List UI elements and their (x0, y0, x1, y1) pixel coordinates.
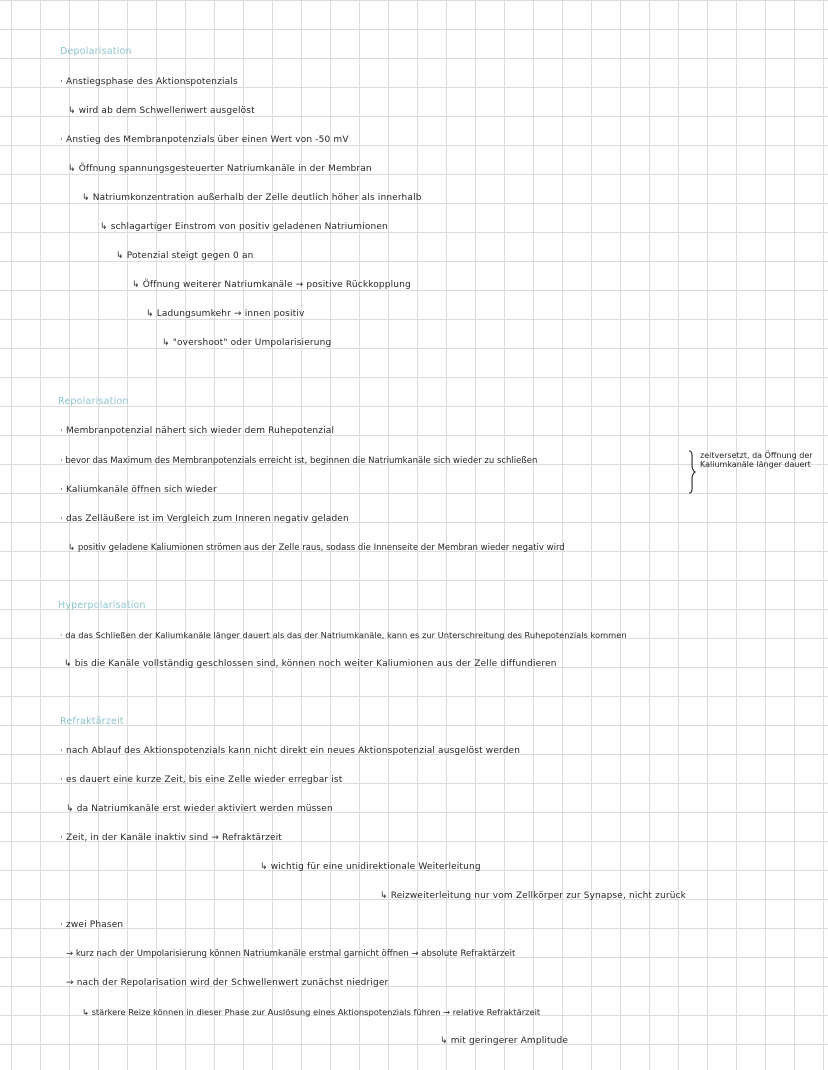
note-line: · nach Ablauf des Aktionspotenzials kann nicht direkt ein neues Aktionspotenzial ausgelöst werden (60, 746, 521, 756)
note-line: · das Zelläußere ist im Vergleich zum Inneren negativ geladen (60, 514, 349, 524)
note-line: ↳ Ladungsumkehr → innen positiv (146, 309, 305, 319)
note-line: · da das Schließen der Kaliumkanäle länger dauert als das der Natriumkanäle, kann es zur Unterschreitung des Ruhepotenzials kommen (60, 630, 627, 640)
note-line: ↳ schlagartiger Einstrom von positiv geladenen Natriumionen (100, 222, 388, 232)
note-line: ↳ Natriumkonzentration außerhalb der Zelle deutlich höher als innerhalb (82, 193, 422, 203)
note-line: → kurz nach der Umpolarisierung können Natriumkanäle erstmal garnicht öffnen → absolute Refraktärzeit (66, 949, 516, 959)
note-line: ↳ Öffnung spannungsgesteuerter Natriumkanäle in der Membran (68, 164, 372, 174)
note-line: ↳ "overshoot" oder Umpolarisierung (162, 338, 332, 348)
section-heading-refraktaerzeit: Refraktärzeit (60, 716, 124, 727)
note-line: · Membranpotenzial nähert sich wieder dem Ruhepotenzial (60, 426, 335, 436)
note-line: · bevor das Maximum des Membranpotenzials erreicht ist, beginnen die Natriumkanäle sich wieder zu schließen (60, 456, 538, 466)
note-line: · Anstieg des Membranpotenzials über einen Wert von -50 mV (60, 135, 349, 145)
side-note: zeitversetzt, da Öffnung der Kaliumkanäle länger dauert (700, 451, 813, 469)
note-line: → nach der Repolarisation wird der Schwellenwert zunächst niedriger (66, 978, 389, 988)
note-line: ↳ Potenzial steigt gegen 0 an (116, 251, 254, 261)
section-heading-hyperpolarisation: Hyperpolarisation (58, 600, 146, 611)
note-line: ↳ da Natriumkanäle erst wieder aktiviert werden müssen (66, 804, 333, 814)
note-line: ↳ stärkere Reize können in dieser Phase zur Auslösung eines Aktionspotenzials führen → relative Refraktärzeit (82, 1007, 541, 1017)
note-line: · es dauert eine kurze Zeit, bis eine Zelle wieder erregbar ist (60, 775, 343, 785)
note-line: ↳ mit geringerer Amplitude (440, 1036, 569, 1046)
note-line: · zwei Phasen (60, 920, 124, 930)
note-line: ↳ Reizweiterleitung nur vom Zellkörper zur Synapse, nicht zurück (380, 891, 687, 901)
curly-brace-icon (688, 450, 696, 494)
note-line: ↳ positiv geladene Kaliumionen strömen aus der Zelle raus, sodass die Innenseite der Membran wieder negativ wird (68, 543, 565, 553)
note-line: ↳ wichtig für eine unidirektionale Weiterleitung (260, 862, 481, 872)
note-line: ↳ wird ab dem Schwellenwert ausgelöst (68, 106, 255, 116)
note-line: · Anstiegsphase des Aktionspotenzials (60, 77, 238, 87)
section-heading-depolarisation: Depolarisation (60, 46, 132, 57)
note-line: ↳ bis die Kanäle vollständig geschlossen sind, können noch weiter Kaliumionen aus der Zelle diffundieren (64, 659, 557, 669)
note-line: ↳ Öffnung weiterer Natriumkanäle → positive Rückkopplung (132, 280, 411, 290)
note-line: · Kaliumkanäle öffnen sich wieder (60, 485, 217, 495)
note-line: · Zeit, in der Kanäle inaktiv sind → Refraktärzeit (60, 833, 282, 843)
section-heading-repolarisation: Repolarisation (58, 396, 129, 407)
